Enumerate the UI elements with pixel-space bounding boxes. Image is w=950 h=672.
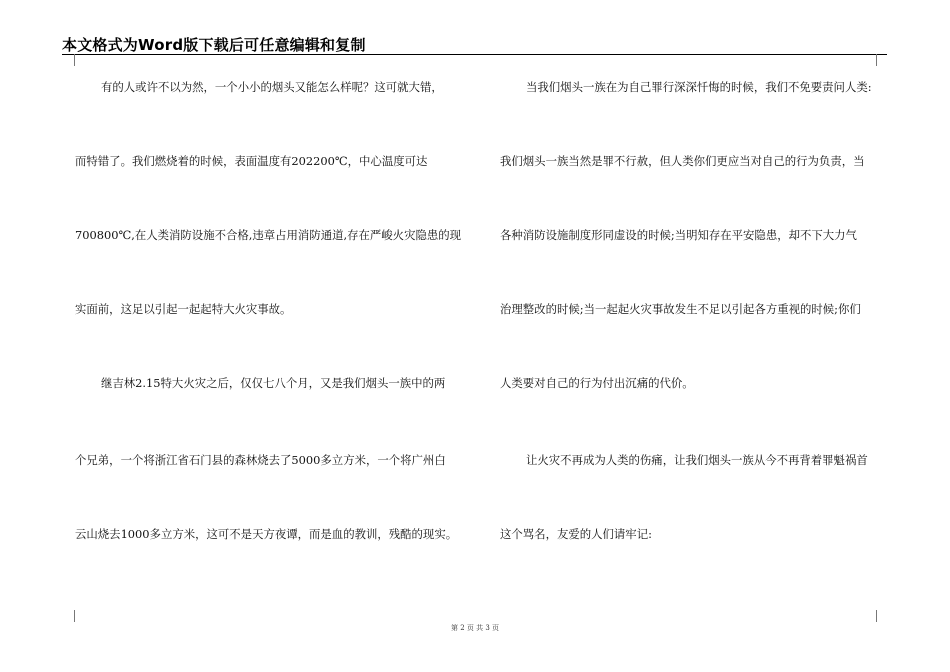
paragraph-line: 个兄弟，一个将浙江省石门县的森林烧去了5000多立方米，一个将广州白 (75, 453, 446, 467)
paragraph-line: 我们烟头一族当然是罪不行赦，但人类你们更应当对自己的行为负责，当 (500, 154, 865, 168)
crop-mark-bottom-left (62, 610, 75, 622)
document-header-title: 本文格式为Word版下载后可任意编辑和复制 (62, 36, 366, 54)
paragraph-line: 让火灾不再成为人类的伤痛，让我们烟头一族从今不再背着罪魁祸首 (526, 453, 868, 467)
page-number-footer: 第 2 页 共 3 页 (450, 624, 500, 632)
paragraph-line: 这个骂名，友爱的人们请牢记: (500, 527, 652, 541)
paragraph-line: 治理整改的时候;当一起起火灾事故发生不足以引起各方重视的时候;你们 (500, 302, 861, 316)
paragraph-line: 各种消防设施制度形同虚设的时候;当明知存在平安隐患，却不下大力气 (500, 228, 857, 242)
paragraph-line: 继吉林2.15特大火灾之后，仅仅七八个月，又是我们烟头一族中的两 (101, 376, 446, 390)
paragraph-line: 云山烧去1000多立方米，这可不是天方夜谭，而是血的教训，残酷的现实。 (75, 527, 458, 541)
paragraph-line: 有的人或许不以为然，一个小小的烟头又能怎么样呢？这可就大错， (101, 80, 443, 94)
paragraph-line: 700800℃,在人类消防设施不合格,违章占用消防通道,存在严峻火灾隐患的现 (75, 228, 462, 242)
crop-mark-top-right (876, 54, 889, 66)
header-rule (62, 54, 887, 55)
crop-mark-top-left (62, 54, 75, 66)
paragraph-line: 人类要对自己的行为付出沉痛的代价。 (500, 376, 694, 390)
paragraph-line: 而特错了。我们燃烧着的时候，表面温度有202200℃，中心温度可达 (75, 154, 428, 168)
crop-mark-bottom-right (876, 610, 889, 622)
paragraph-line: 实面前，这足以引起一起起特大火灾事故。 (75, 302, 292, 316)
paragraph-line: 当我们烟头一族在为自己罪行深深忏悔的时候，我们不免要责问人类: (526, 80, 872, 94)
